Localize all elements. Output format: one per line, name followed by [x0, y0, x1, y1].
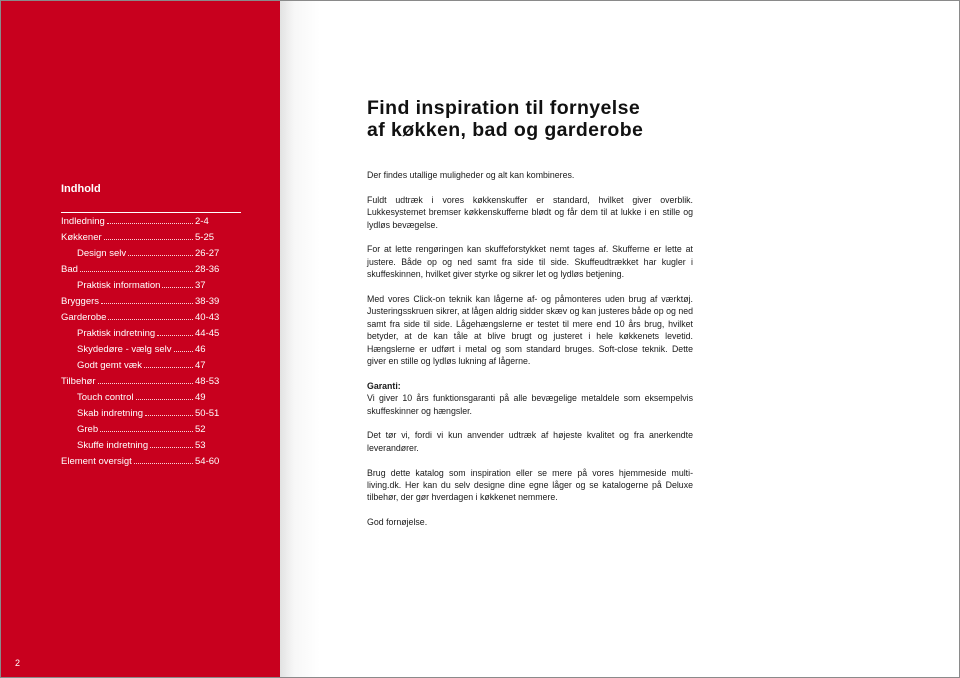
- toc-leader-dots: [104, 230, 193, 240]
- toc-item-label: Praktisk indretning: [77, 328, 156, 339]
- page-title: [367, 97, 693, 141]
- toc-item-label: Tilbehør: [61, 376, 96, 387]
- toc-item: [61, 454, 241, 470]
- toc-item-page: 46: [195, 344, 206, 355]
- toc-item: [61, 438, 241, 454]
- click-on-paragraph: Med vores Click-on teknik kan lågerne af- og påmonteres uden brug af værktøj. Justeringsskruen sikrer, at lågen aldrig sidder skæv og kan justeres både op og ned samt fra side til side. Lågehængslerne er testet til mere end 10 års brug, hvilket betyder, at de kan tåle at blive brugt og justeret i hele køkkenets levetid. Hængslerne er udført i metal og som standard bruges. Soft-close teknik. Dette giver en stille og lydløs lukning af lågerne.: [367, 294, 693, 367]
- toc-leader-dots: [107, 214, 193, 224]
- toc-item: [61, 310, 241, 326]
- toc-leader-dots: [174, 342, 193, 352]
- toc-leader-dots: [134, 454, 193, 464]
- closing-paragraph: God fornøjelse.: [367, 517, 428, 528]
- toc-item-page: 49: [195, 392, 206, 403]
- toc-item: [61, 390, 241, 406]
- toc-leader-dots: [80, 262, 193, 272]
- toc-item-label: Design selv: [77, 248, 127, 259]
- toc-item-page: 28-36: [195, 264, 220, 275]
- toc-item-label: Bad: [61, 264, 78, 275]
- intro-paragraph: Der findes utallige muligheder og alt kan kombineres.: [367, 170, 575, 180]
- quality-paragraph: Det tør vi, fordi vi kun anvender udtræk af højeste kvalitet og fra anerkendte leverandører.: [367, 430, 693, 453]
- toc-leader-dots: [145, 406, 193, 416]
- toc-leader-dots: [128, 246, 193, 256]
- cleaning-paragraph: For at lette rengøringen kan skuffeforstykket nemt tages af. Skufferne er lette at justere. Både op og ned samt fra side til side. Skuffeudtrækket har kugler i skuffeskinnen, hvilket giver styrke og sikrer let og lydløs betjening.: [367, 244, 693, 280]
- toc-item: [61, 262, 241, 278]
- toc-item-label: Garderobe: [61, 312, 107, 323]
- guarantee-paragraph: Vi giver 10 års funktionsgaranti på alle bevægelige metaldele som eksempelvis skuffeskinner og hængsler.: [367, 393, 693, 416]
- toc-divider: [61, 212, 241, 213]
- toc-item-page: 44-45: [195, 328, 220, 339]
- toc-item: [61, 246, 241, 262]
- toc-item-page: 47: [195, 360, 206, 371]
- title-line-1: Find inspiration til fornyelse: [367, 97, 641, 119]
- toc-item-page: 52: [195, 424, 206, 435]
- guarantee-heading: Garanti:: [367, 380, 401, 391]
- toc-item-label: Skuffe indretning: [77, 440, 149, 451]
- title-line-2: af køkken, bad og garderobe: [367, 119, 644, 141]
- toc-list: [61, 214, 241, 470]
- toc-item-label: Godt gemt væk: [77, 360, 142, 371]
- toc-item-label: Bryggers: [61, 296, 100, 307]
- toc-item: [61, 294, 241, 310]
- left-page-red: [1, 1, 280, 678]
- toc-item-label: Køkkener: [61, 232, 102, 243]
- page-number: 2: [15, 658, 21, 668]
- toc-leader-dots: [108, 310, 193, 320]
- website-paragraph: Brug dette katalog som inspiration eller se mere på vores hjemmeside multi-living.dk. Her kan du selv designe dine egne låger og se katalogerne på Deluxe tilbehør, der gør hverdagen i køkkenet nemmere.: [367, 467, 693, 503]
- toc-item: [61, 326, 241, 342]
- toc-leader-dots: [157, 326, 193, 336]
- toc-item-label: Greb: [77, 424, 99, 435]
- toc-item: [61, 358, 241, 374]
- toc-item-label: Praktisk information: [77, 280, 161, 291]
- toc-item-page: 40-43: [195, 312, 220, 323]
- toc-leader-dots: [136, 390, 193, 400]
- toc-leader-dots: [162, 278, 193, 288]
- toc-item: [61, 374, 241, 390]
- toc-item-page: 2-4: [195, 216, 209, 227]
- toc-item: [61, 342, 241, 358]
- toc-leader-dots: [100, 422, 193, 432]
- toc-item-label: Touch control: [77, 392, 134, 403]
- toc-item-page: 50-51: [195, 408, 220, 419]
- toc-leader-dots: [101, 294, 193, 304]
- toc-item: [61, 214, 241, 230]
- right-page: [280, 1, 960, 678]
- toc-item: [61, 230, 241, 246]
- toc-item-page: 26-27: [195, 248, 220, 259]
- toc-item: [61, 422, 241, 438]
- drawer-paragraph: Fuldt udtræk i vores køkkenskuffer er standard, hvilket giver overblik. Lukkesystemet bremser køkkenskufferne blødt og får dem til at lukke i en stille og lydløs bevægelse.: [367, 194, 693, 230]
- toc-leader-dots: [144, 358, 193, 368]
- toc-item-page: 48-53: [195, 376, 220, 387]
- toc-item-page: 37: [195, 280, 206, 291]
- toc-item-label: Indledning: [61, 216, 105, 227]
- toc-leader-dots: [98, 374, 194, 384]
- article: [367, 97, 693, 541]
- toc-item-page: 5-25: [195, 232, 215, 243]
- toc-heading: Indhold: [61, 183, 101, 195]
- toc-item: [61, 278, 241, 294]
- toc-item-label: Skab indretning: [77, 408, 144, 419]
- toc-item-page: 53: [195, 440, 206, 451]
- toc-item: [61, 406, 241, 422]
- toc-item-page: 54-60: [195, 456, 220, 467]
- table-of-contents: [61, 182, 241, 470]
- toc-item-page: 38-39: [195, 296, 220, 307]
- toc-leader-dots: [150, 438, 193, 448]
- toc-item-label: Element oversigt: [61, 456, 132, 467]
- toc-item-label: Skydedøre - vælg selv: [77, 344, 172, 355]
